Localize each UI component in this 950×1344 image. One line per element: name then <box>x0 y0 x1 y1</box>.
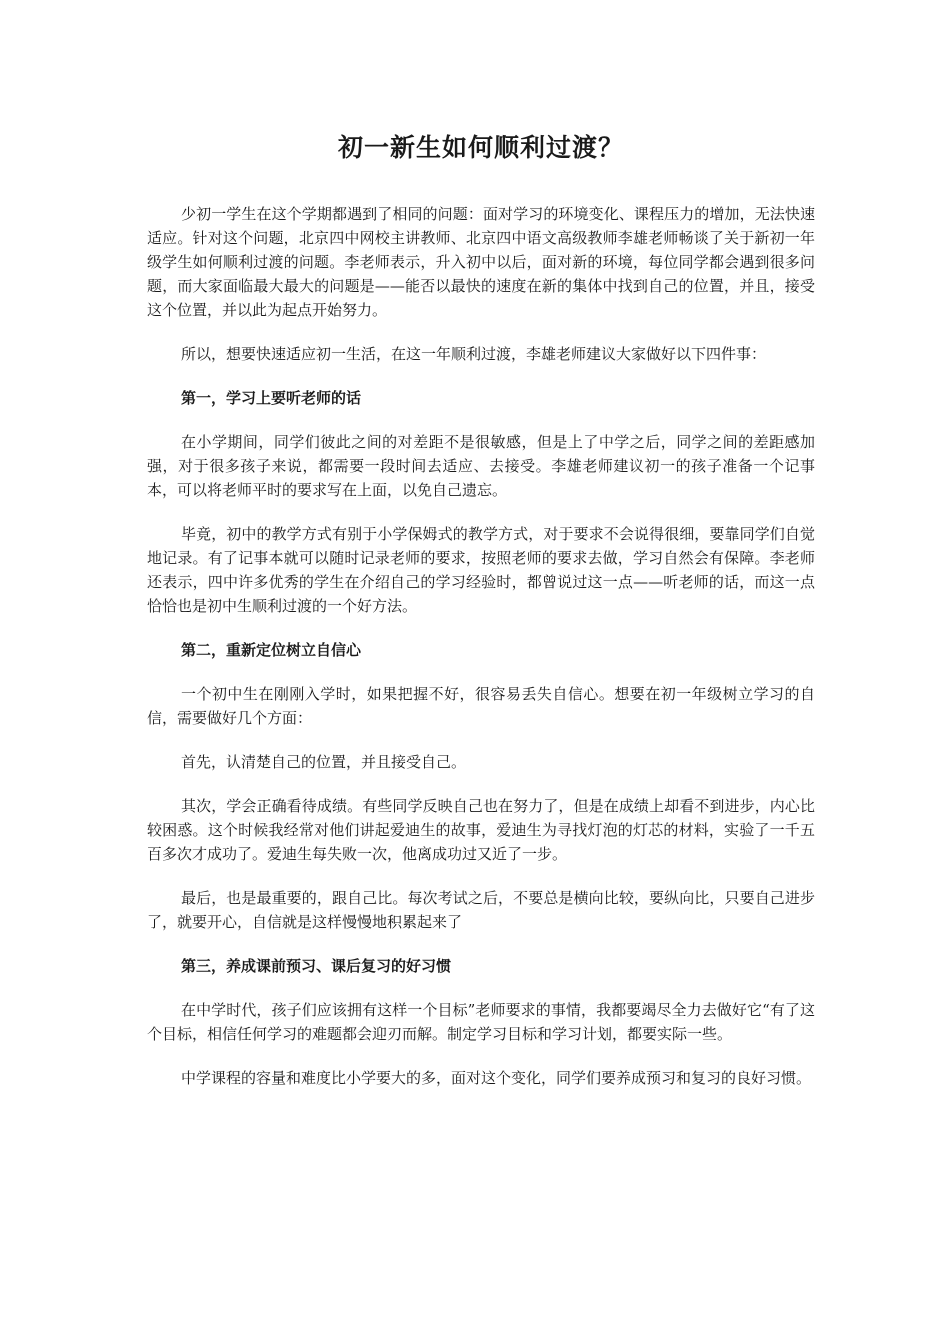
document-title: 初一新生如何顺利过渡？ <box>337 133 624 162</box>
paragraph: 一个初中生在刚刚入学时，如果把握不好，很容易丢失自信心。想要在初一年级树立学习的自信，需要做好几个方面： <box>147 685 815 727</box>
paragraph: 首先，认清楚自己的位置，并且接受自己。 <box>181 753 467 771</box>
document-page <box>147 128 815 1110</box>
section-heading-3: 第三，养成课前预习、课后复习的好习惯 <box>181 957 452 975</box>
paragraph: 其次，学会正确看待成绩。有些同学反映自己也在努力了，但是在成绩上却看不到进步，内心比较困惑。这个时候我经常对他们讲起爱迪生的故事，爱迪生为寻找灯泡的灯芯的材料，实验了一千五百多次才成功了。爱迪生每失败一次，他离成功过又近了一步。 <box>147 797 815 863</box>
paragraph-intro: 少初一学生在这个学期都遇到了相同的问题：面对学习的环境变化、课程压力的增加，无法快速适应。针对这个问题，北京四中网校主讲教师、北京四中语文高级教师李雄老师畅谈了关于新初一年级学生如何顺利过渡的问题。李老师表示，升入初中以后，面对新的环境，每位同学都会遇到很多问题，而大家面临最大最大的问题是——能否以最快的速度在新的集体中找到自己的位置，并且，接受这个位置，并以此为起点开始努力。 <box>147 205 815 319</box>
paragraph: 中学课程的容量和难度比小学要大的多，面对这个变化，同学们要养成预习和复习的良好习惯。 <box>181 1069 812 1087</box>
section-heading-1: 第一，学习上要听老师的话 <box>181 389 362 407</box>
paragraph: 最后，也是最重要的，跟自己比。每次考试之后，不要总是横向比较，要纵向比，只要自己进步了，就要开心，自信就是这样慢慢地积累起来了 <box>147 889 815 931</box>
paragraph-four-things: 所以，想要快速适应初一生活，在这一年顺利过渡，李雄老师建议大家做好以下四件事： <box>181 345 767 363</box>
paragraph: 在中学时代，孩子们应该拥有这样一个目标”老师要求的事情，我都要竭尽全力去做好它“有了这个目标，相信任何学习的难题都会迎刃而解。制定学习目标和学习计划，都要实际一些。 <box>147 1001 815 1043</box>
paragraph: 在小学期间，同学们彼此之间的对差距不是很敏感，但是上了中学之后，同学之间的差距感加强，对于很多孩子来说，都需要一段时间去适应、去接受。李雄老师建议初一的孩子准备一个记事本，可以将老师平时的要求写在上面，以免自己遗忘。 <box>147 433 815 499</box>
section-heading-2: 第二，重新定位树立自信心 <box>181 641 362 659</box>
paragraph: 毕竟，初中的教学方式有别于小学保姆式的教学方式，对于要求不会说得很细，要靠同学们自觉地记录。有了记事本就可以随时记录老师的要求，按照老师的要求去做，学习自然会有保障。李老师还表示，四中许多优秀的学生在介绍自己的学习经验时，都曾说过这一点——听老师的话，而这一点恰恰也是初中生顺利过渡的一个好方法。 <box>147 525 815 615</box>
